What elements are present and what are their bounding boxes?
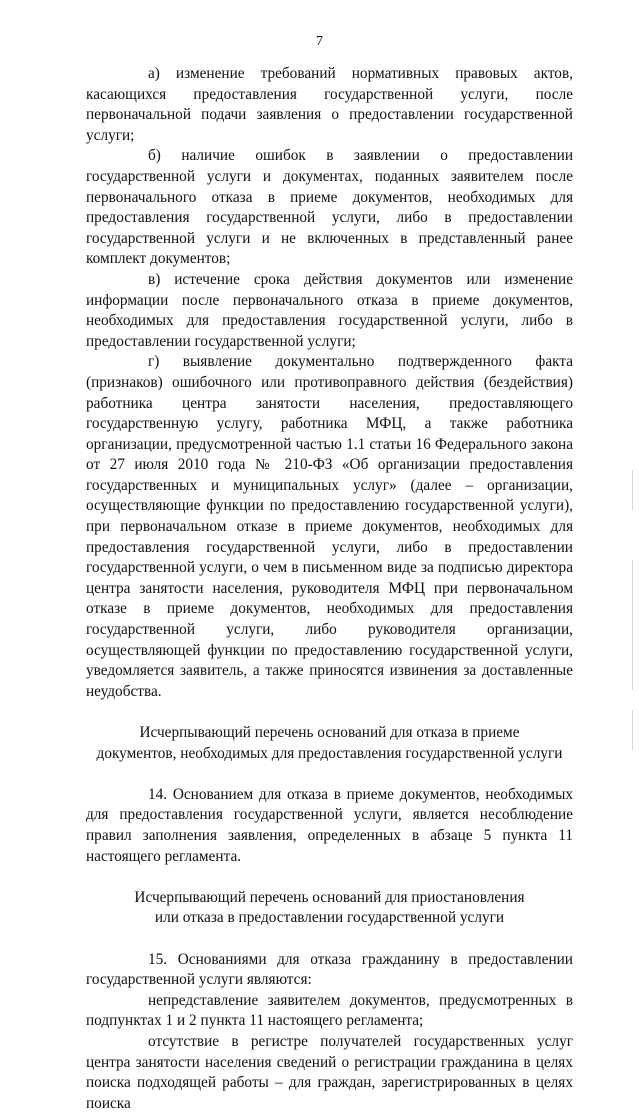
page-number: 7 bbox=[316, 34, 323, 49]
paragraph-14: 14. Основанием для отказа в приеме документов, необходимых для предоставления государственной услуги, является несоблюдение правил заполнения заявления, определенных в абзаце 5 пункта 11 настоящего регламента. bbox=[86, 785, 573, 865]
heading-line: документов, необходимых для предоставления государственной услуги bbox=[96, 744, 563, 762]
paragraph-v: в) истечение срока действия документов или изменение информации после первоначального отказа в приеме документов, необходимых для предоставления государственной услуги, либо в предоставлении государственной услуги; bbox=[86, 270, 573, 350]
document-body bbox=[86, 64, 573, 1114]
paragraph-15-item-2: отсутствие в регистре получателей государственных услуг центра занятости населения сведений о регистрации гражданина в целях поиска подходящей работы – для граждан, зарегистрированных в целях поиска bbox=[86, 1032, 573, 1112]
heading-line: Исчерпывающий перечень оснований для отказа в приеме bbox=[139, 724, 520, 741]
heading-line: Исчерпывающий перечень оснований для приостановления bbox=[134, 888, 525, 906]
section-heading-suspension-refusal bbox=[86, 888, 573, 929]
heading-line: или отказа в предоставлении государственной услуги bbox=[154, 909, 505, 927]
paragraph-g: г) выявление документально подтвержденного факта (признаков) ошибочного или противоправного действия (бездействия) работника центра занятости населения, предоставляющего государственную услугу, работника МФЦ, а также работника организации, предусмотренной частью 1.1 статьи 16 Федерального закона от 27 июля 2010 года № 210-ФЗ «Об организации предоставления государственных и муниципальных услуг» (далее – организации, осуществляющие функции по предоставлению государственной услуги), при первоначальном отказе в приеме документов, необходимых для предоставления государственной услуги, либо в предоставлении государственной услуги, о чем в письменном виде за подписью директора центра занятости населения, руководителя МФЦ при первоначальном отказе в приеме документов, необходимых для предоставления государственной услуги, либо руководителя организации, осуществляющей функции по предоставлению государственной услуги, уведомляется заявитель, а также приносятся извинения за доставленные неудобства. bbox=[86, 353, 573, 700]
paragraph-a: а) изменение требований нормативных правовых актов, касающихся предоставления государственной услуги, после первоначальной подачи заявления о предоставлении государственной услуги; bbox=[86, 65, 573, 144]
section-heading-refusal-acceptance bbox=[86, 723, 573, 764]
paragraph-b: б) наличие ошибок в заявлении о предоставлении государственной услуги и документах, поданных заявителем после первоначального отказа в приеме документов, необходимых для предоставления государственной услуги, либо в предоставлении государственной услуги и не включенных в представленный ранее комплект документов; bbox=[86, 147, 573, 268]
scan-edge-mark bbox=[632, 470, 633, 510]
paragraph-15-item-1: непредставление заявителем документов, предусмотренных в подпунктах 1 и 2 пункта 11 настоящего регламента; bbox=[86, 991, 573, 1030]
scan-edge-mark bbox=[632, 710, 633, 750]
paragraph-15: 15. Основаниями для отказа гражданину в предоставлении государственной услуги являются: bbox=[86, 950, 573, 989]
scan-edge-mark bbox=[632, 560, 633, 690]
